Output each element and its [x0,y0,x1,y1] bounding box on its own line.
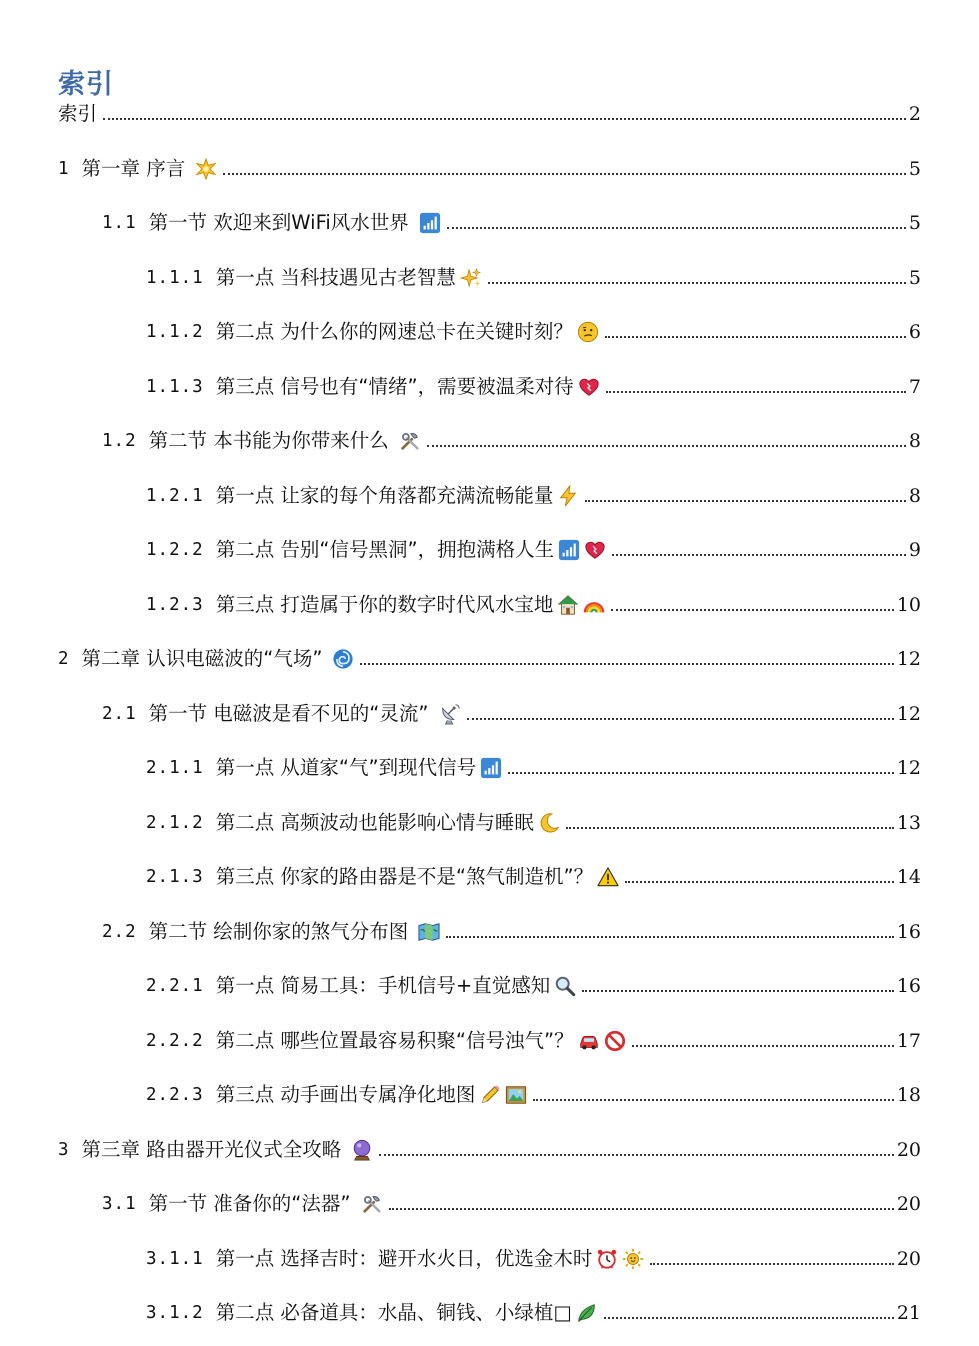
toc-entry-title [82,1138,374,1162]
tools-icon [399,430,421,452]
toc-entry[interactable] [102,914,921,944]
toc-entry[interactable] [58,1132,921,1162]
toc-dot-leader [360,663,893,665]
toc-entry-number: 1.1.1 [146,267,204,288]
toc-entry-number: 3.1 [102,1194,137,1214]
toc-entry-page-number: 9 [908,539,921,561]
toc-entry-number: 2.2.3 [146,1085,204,1105]
toc-entry-number: 1 [58,158,70,179]
toc-entry-page-number: 6 [908,321,921,343]
toc-entry-title-text: 第三点 打造属于你的数字时代风水宝地 [215,592,554,616]
toc-dot-leader [611,609,893,611]
toc-dot-leader [604,1317,894,1319]
toc-entry-title [58,102,97,126]
toc-entry-title-text: 第三点 动手画出专属净化地图 [215,1083,476,1106]
toc-entry-page-number: 7 [908,375,921,398]
toc-entry[interactable] [146,260,921,290]
toc-entry-title [216,1247,645,1271]
toc-entry-title [216,538,606,562]
sparkle-burst-icon [195,158,217,180]
toc-dot-leader [508,772,894,774]
toc-entry-title [149,920,441,944]
confused-face-icon [577,321,599,343]
toc-entry-title-text: 第二点 为什么你的网速总卡在关键时刻？ [215,320,573,343]
toc-entry-number: 1.2.1 [146,485,204,506]
toc-entry-title-text: 第一点 当科技遇见古老智慧 [215,265,456,289]
toc-dot-leader [566,827,894,829]
toc-entry-title [82,647,355,671]
toc-entry-page-number: 2 [908,103,921,125]
sun-icon [622,1248,644,1270]
toc-entry-title-text: 第二章 认识电磁波的“气场” [81,647,323,670]
toc-dot-leader [605,336,906,338]
toc-entry-number: 1.1 [102,213,137,233]
toc-entry-number: 2.1.2 [146,812,204,833]
toc-entry-title-text: 第二点 必备道具：水晶、铜钱、小绿植□ [215,1301,572,1324]
signal-bars-icon [558,539,580,561]
toc-dot-leader [612,554,906,556]
toc-entry-page-number: 20 [896,1247,921,1270]
toc-entry-number: 2.1 [102,703,137,724]
toc-dot-leader [650,1263,893,1265]
house-icon [557,594,579,616]
tools-icon [361,1193,383,1215]
toc-entry-title [216,484,580,508]
crescent-moon-icon [538,812,560,834]
toc-entry-number: 2.1.3 [146,867,204,887]
toc-entry[interactable] [58,151,921,181]
toc-entry-page-number: 16 [896,975,921,997]
toc-dot-leader [632,1045,894,1047]
toc-entry-page-number: 13 [896,811,921,834]
signal-bars-icon [480,757,502,779]
toc-entry-title [216,1029,626,1053]
toc-entry-title-text: 第三章 路由器开光仪式全攻略 [81,1137,342,1161]
toc-entry-title [149,429,421,453]
toc-dot-leader [446,936,894,938]
signal-bars-icon [419,212,441,234]
toc-heading: 索引 [58,69,114,100]
toc-dot-leader [389,1208,894,1210]
rainbow-icon [583,594,605,616]
toc-entry-title-text: 第一章 序言 [81,156,186,180]
toc-entry-page-number: 8 [908,484,921,507]
toc-entry[interactable] [102,696,921,726]
toc-entry-page-number: 20 [896,1138,921,1161]
toc-entry-page-number: 18 [896,1084,921,1106]
toc-entry-title [216,974,577,998]
toc-entry-page-number: 14 [896,866,921,888]
toc-entry-number: 1.1.2 [146,322,204,342]
toc-entry-number: 2.2 [102,921,137,942]
toc-entry-page-number: 5 [908,212,921,234]
toc-entry-title-text: 第二点 哪些位置最容易积聚“信号浊气”？ [215,1028,574,1052]
toc-entry[interactable] [146,369,921,399]
toc-dot-leader [585,500,906,502]
cyclone-icon [332,648,354,670]
toc-entry-page-number: 5 [908,266,921,289]
toc-entry-number: 2.2.1 [146,976,204,996]
toc-entry[interactable] [146,859,921,889]
toc-entry-page-number: 12 [896,702,921,725]
toc-entry-number: 1.2 [102,431,137,451]
toc-entry[interactable] [146,587,921,617]
lightning-icon [557,485,579,507]
toc-entry[interactable] [58,641,921,671]
satellite-dish-icon [439,703,461,725]
toc-entry-title [216,865,619,889]
toc-entry[interactable] [102,205,921,235]
heart-icon [584,539,606,561]
toc-entry-title [82,157,218,181]
toc-dot-leader [582,990,894,992]
toc-entry[interactable] [146,1241,921,1271]
toc-entry-title [216,756,502,780]
toc-entry-page-number: 21 [896,1302,921,1324]
map-icon [418,921,440,943]
toc-entry-page-number: 12 [896,757,921,779]
toc-entry-title [149,211,441,235]
toc-entry-title-text: 第三点 你家的路由器是不是“煞气制造机”？ [215,865,594,888]
toc-entry-number: 3.1.1 [146,1248,204,1269]
toc-entry-title-text: 第二节 本书能为你带来什么 [148,429,389,452]
toc-entry-title-text: 第一点 简易工具：手机信号+直觉感知 [215,974,551,997]
warning-icon [597,866,619,888]
toc-entry-page-number: 16 [896,920,921,943]
toc-entry-page-number: 17 [896,1029,921,1052]
toc-entry[interactable] [146,532,921,562]
toc-entry-number: 3 [58,1139,70,1160]
toc-dot-leader [488,282,906,284]
toc-entry-title [216,1083,528,1107]
toc-entry-number: 3.1.2 [146,1303,204,1323]
toc-entry-title-text: 第一点 让家的每个角落都充满流畅能量 [215,483,554,507]
toc-entry-page-number: 8 [908,430,921,452]
toc-entry-title-text: 第二节 绘制你家的煞气分布图 [148,919,409,943]
toc-entry-number: 1.2.3 [146,594,204,615]
toc-dot-leader [427,445,906,447]
toc-dot-leader [379,1154,894,1156]
toc-entry-number: 2.2.2 [146,1030,204,1051]
toc-entry-title-text: 第一节 准备你的“法器” [148,1192,351,1215]
sparkles-icon [460,267,482,289]
toc-entry-title [149,1192,383,1216]
toc-entry-title [216,320,599,344]
heart-icon [578,376,600,398]
toc-dot-leader [467,718,894,720]
toc-entry[interactable] [146,314,921,344]
toc-entry-title-text: 第一节 电磁波是看不见的“灵流” [148,701,429,725]
toc-entry-number: 2.1.1 [146,758,204,778]
toc-dot-leader [625,881,894,883]
toc-entry-title [216,1301,598,1325]
crystal-ball-icon [351,1139,373,1161]
toc-entry[interactable] [102,1186,921,1216]
toc-entry-number: 1.1.3 [146,376,204,397]
toc-entry-title-text: 第一点 从道家“气”到现代信号 [215,756,477,779]
leaf-icon [576,1302,598,1324]
pencil-icon [479,1084,501,1106]
toc-entry[interactable] [146,1077,921,1107]
toc-entry-number: 1.2.2 [146,540,204,560]
toc-entry-title [216,375,600,399]
toc-entry-page-number: 5 [908,157,921,180]
toc-entry-title [216,811,560,835]
magnifier-icon [554,975,576,997]
toc-entry[interactable] [102,423,921,453]
toc-dot-leader [103,118,906,120]
toc-entry[interactable] [146,805,921,835]
toc-entry[interactable] [58,96,921,126]
toc-dot-leader [606,391,906,393]
toc-entry-page-number: 20 [896,1193,921,1215]
picture-icon [505,1084,527,1106]
toc-entry-title-text: 第一节 欢迎来到WiFi风水世界 [148,211,409,234]
toc-entry-title [216,593,606,617]
toc-dot-leader [223,173,906,175]
toc-dot-leader [533,1099,893,1101]
alarm-clock-icon [596,1248,618,1270]
toc-entry-title [216,266,482,290]
car-icon [578,1030,600,1052]
prohibited-icon [604,1030,626,1052]
toc-dot-leader [447,227,906,229]
toc-entry-page-number: 12 [896,648,921,670]
toc-entry[interactable] [146,968,921,998]
toc-entry-title [149,702,461,726]
toc-entry[interactable] [146,750,921,780]
toc-entry-title-text: 第三点 信号也有“情绪”，需要被温柔对待 [215,374,574,398]
toc-entry-title-text: 第二点 告别“信号黑洞”，拥抱满格人生 [215,538,555,561]
toc-entry[interactable] [146,1295,921,1325]
toc-entry-title-text: 索引 [58,102,98,125]
toc-entry-title-text: 第二点 高频波动也能影响心情与睡眠 [215,810,534,834]
toc-entry[interactable] [146,478,921,508]
toc-entry[interactable] [146,1023,921,1053]
toc-entry-number: 2 [58,649,70,669]
toc-entry-title-text: 第一点 选择吉时：避开水火日，优选金木时 [215,1246,593,1270]
toc-entry-page-number: 10 [896,593,921,616]
